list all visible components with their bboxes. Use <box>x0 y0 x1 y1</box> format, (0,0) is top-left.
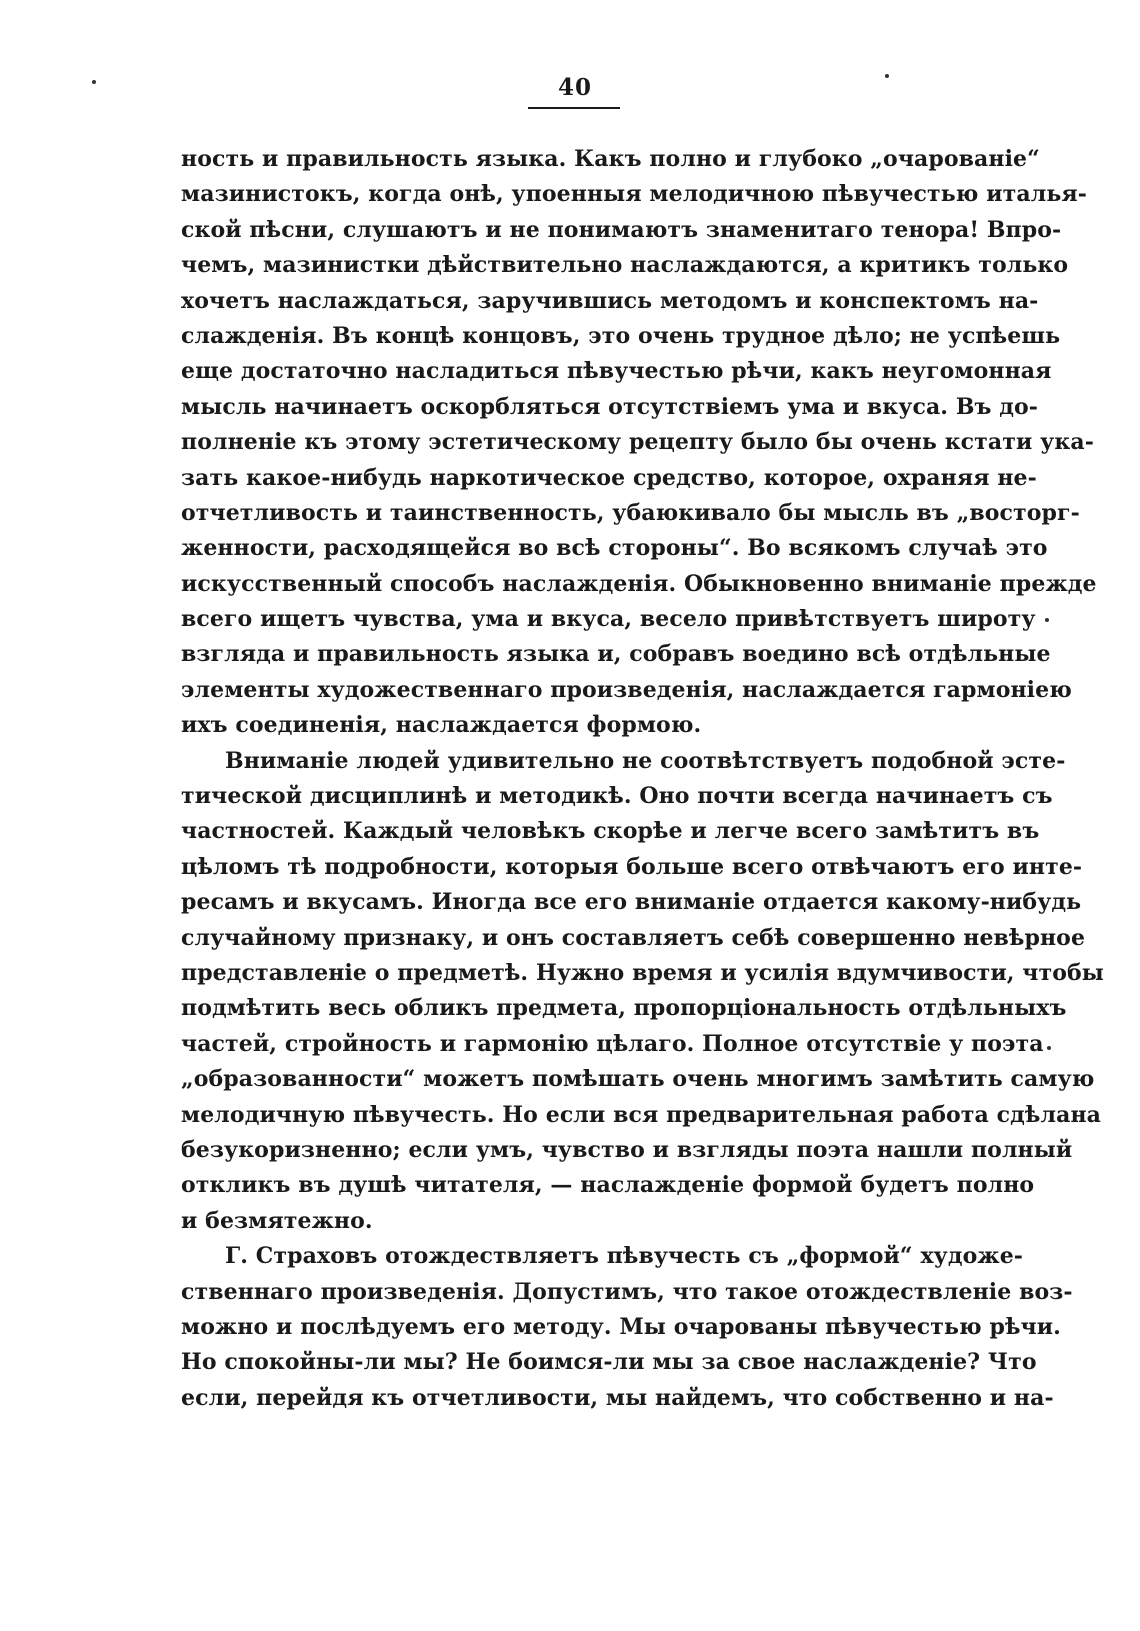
text-line: мазинистокъ, когда онѣ, упоенныя мелодичною пѣвучестью италья- <box>181 181 1087 208</box>
text-line: отчетливость и таинственность, убаюкивало бы мысль въ „восторг- <box>181 499 1080 526</box>
text-line: ность и правильность языка. Какъ полно и глубоко „очарованіе“ <box>181 146 1040 172</box>
text-line: еще достаточно насладиться пѣвучестью рѣчи, какъ неугомонная <box>181 358 1052 385</box>
text-line: и безмятежно. <box>181 1207 373 1234</box>
text-line: тической дисциплинѣ и методикѣ. Оно почти всегда начинаетъ съ <box>181 783 1053 810</box>
text-line: Вниманіе людей удивительно не соотвѣтствуетъ подобной эсте- <box>225 747 1066 774</box>
text-line: искусственный способъ наслажденія. Обыкновенно вниманіе прежде <box>181 570 1097 597</box>
paragraph-2 <box>181 744 1104 1239</box>
text-line: ской пѣсни, слушаютъ и не понимаютъ знаменитаго тенора! Впро- <box>181 216 1062 243</box>
text-line: ихъ соединенія, наслаждается формою. <box>181 712 702 739</box>
text-line: цѣломъ тѣ подробности, которыя больше всего отвѣчаютъ его инте- <box>181 853 1083 880</box>
text-line: Г. Страховъ отождествляетъ пѣвучесть съ „формой“ художе- <box>225 1243 1024 1270</box>
paragraph-3 <box>181 1239 1073 1416</box>
print-speck <box>1047 1046 1051 1050</box>
print-speck <box>92 80 96 84</box>
text-line: женности, расходящейся во всѣ стороны“. Во всякомъ случаѣ это <box>181 535 1048 562</box>
text-line: чемъ, мазинистки дѣйствительно наслаждаются, а критикъ только <box>181 252 1069 279</box>
text-line: полненіе къ этому эстетическому рецепту было бы очень кстати ука- <box>181 429 1094 456</box>
text-line: откликъ въ душѣ читателя, — наслажденіе формой будетъ полно <box>181 1172 1035 1199</box>
text-line: представленіе о предметѣ. Нужно время и усилія вдумчивости, чтобы <box>181 959 1104 986</box>
page-number: 40 <box>557 74 592 101</box>
print-speck <box>1045 618 1049 622</box>
text-line: подмѣтить весь обликъ предмета, пропорціональность отдѣльныхъ <box>181 995 1067 1022</box>
text-line: „образованности“ можетъ помѣшать очень многимъ замѣтить самую <box>181 1066 1095 1093</box>
text-line: слажденія. Въ концѣ концовъ, это очень трудное дѣло; не успѣешь <box>181 322 1061 349</box>
text-line: зать какое-нибудь наркотическое средство, которое, охраняя не- <box>181 464 1037 491</box>
text-line: ственнаго произведенія. Допустимъ, что такое отождествленіе воз- <box>181 1278 1073 1305</box>
body-text <box>181 142 1104 1416</box>
print-speck <box>885 74 889 78</box>
paragraph-1 <box>181 142 1097 744</box>
text-line: всего ищетъ чувства, ума и вкуса, весело привѣтствуетъ широту <box>181 606 1036 633</box>
text-line: мысль начинаетъ оскорбляться отсутствіемъ ума и вкуса. Въ до- <box>181 393 1039 420</box>
text-line: если, перейдя къ отчетливости, мы найдемъ, что собственно и на- <box>181 1384 1054 1411</box>
text-line: хочетъ наслаждаться, заручившись методомъ и конспектомъ на- <box>181 287 1039 314</box>
text-line: Но спокойны-ли мы? Не боимся-ли мы за свое наслажденіе? Что <box>181 1349 1037 1376</box>
page-number-rule <box>528 107 620 109</box>
text-line: элементы художественнаго произведенія, наслаждается гармоніею <box>181 676 1072 703</box>
text-line: ресамъ и вкусамъ. Иногда все его вниманіе отдается какому-нибудь <box>181 889 1082 916</box>
text-line: случайному признаку, и онъ составляетъ себѣ совершенно невѣрное <box>181 924 1086 951</box>
text-line: частностей. Каждый человѣкъ скорѣе и легче всего замѣтитъ въ <box>181 818 1040 845</box>
text-line: можно и послѣдуемъ его методу. Мы очарованы пѣвучестью рѣчи. <box>181 1313 1061 1340</box>
text-line: частей, стройность и гармонію цѣлаго. Полное отсутствіе у поэта <box>181 1030 1044 1057</box>
text-line: взгляда и правильность языка и, собравъ воедино всѣ отдѣльные <box>181 641 1051 668</box>
text-line: безукоризненно; если умъ, чувство и взгляды поэта нашли полный <box>181 1136 1073 1163</box>
text-line: мелодичную пѣвучесть. Но если вся предварительная работа сдѣлана <box>181 1101 1102 1128</box>
